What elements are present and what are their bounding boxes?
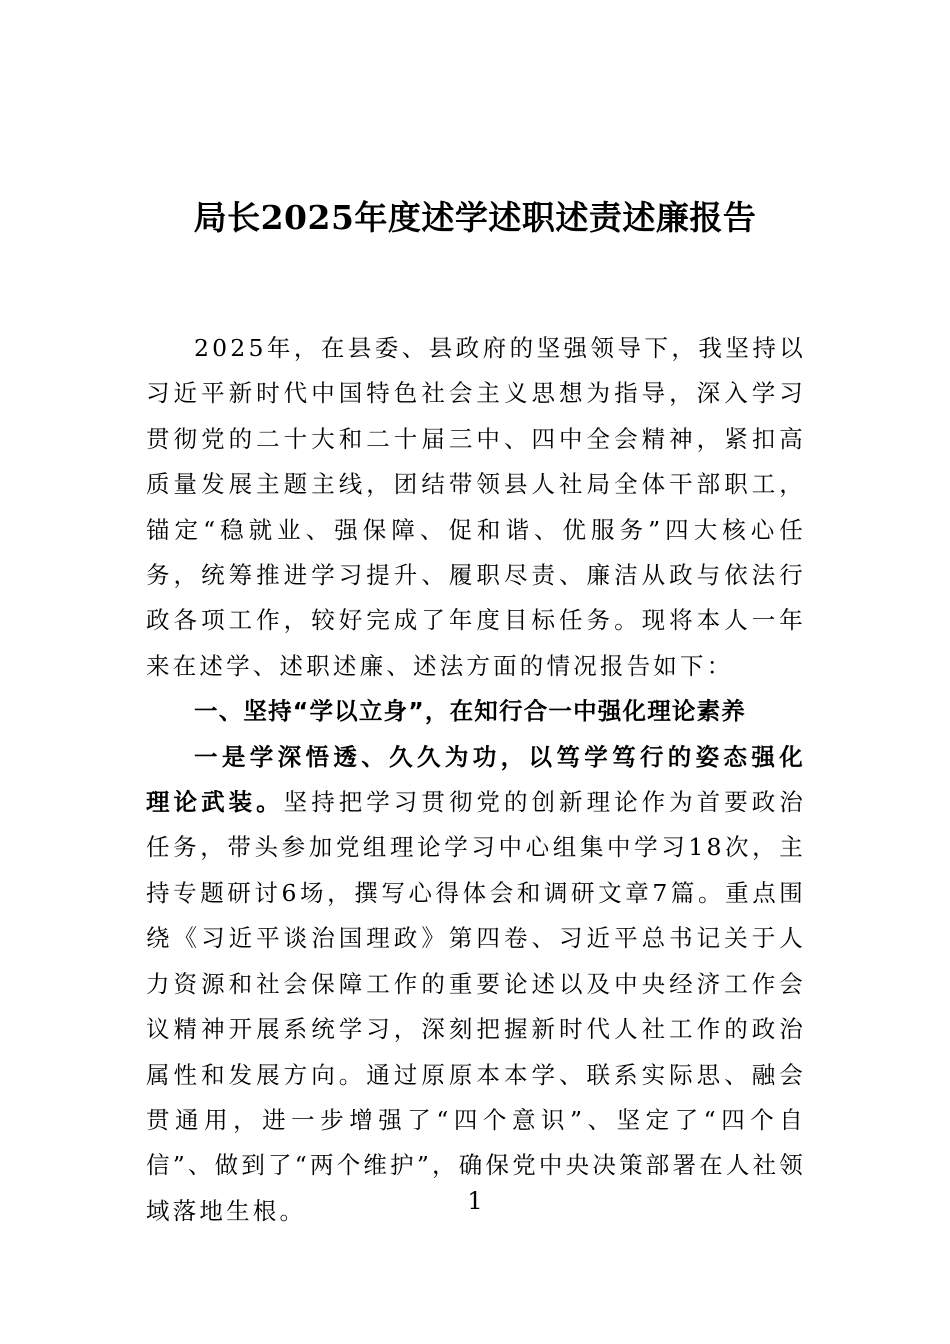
point-paragraph	[146, 735, 806, 1234]
page-number: 1	[467, 1187, 483, 1215]
point-body: 坚持把学习贯彻党的创新理论作为首要政治任务，带头参加党组理论学习中心组集中学习18次，主持专题研讨6场，撰写心得体会和调研文章7篇。重点围绕《习近平谈治国理政》第四卷、习近平总书记关于人力资源和社会保障工作的重要论述以及中央经济工作会议精神开展系统学习，深刻把握新时代人社工作的政治属性和发展方向。通过原原本本学、联系实际思、融会贯通用，进一步增强了“四个意识”、坚定了“四个自信”、做到了“两个维护”，确保党中央决策部署在人社领域落地生根。	[146, 788, 806, 1225]
intro-paragraph: 2025年，在县委、县政府的坚强领导下，我坚持以习近平新时代中国特色社会主义思想为指导，深入学习贯彻党的二十大和二十届三中、四中全会精神，紧扣高质量发展主题主线，团结带领县人社局全体干部职工，锚定“稳就业、强保障、促和谐、优服务”四大核心任务，统筹推进学习提升、履职尽责、廉洁从政与依法行政各项工作，较好完成了年度目标任务。现将本人一年来在述学、述职述廉、述法方面的情况报告如下：	[146, 334, 806, 680]
document-body	[146, 326, 806, 1234]
section-heading: 一、坚持“学以立身”，在知行合一中强化理论素养	[194, 697, 746, 726]
point-lead: 一是学深悟透、久久为功，以笃学笃行的姿态强化理论武装。	[146, 742, 806, 817]
document-title: 局长2025年度述学述职述责述廉报告	[193, 198, 757, 237]
